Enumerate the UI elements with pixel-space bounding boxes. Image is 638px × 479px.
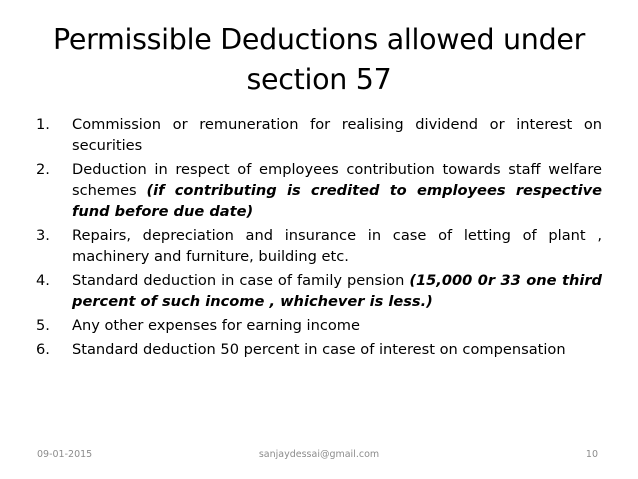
footer-email: sanjaydessai@gmail.com — [258, 449, 380, 460]
list-item-number: 6. — [36, 340, 50, 358]
list-item-emphasis: (15,000 0r 33 one third percent of such income , whichever is less.) — [72, 271, 603, 311]
list-item — [36, 315, 602, 336]
list-item-text: Repairs, depreciation and insurance in case of letting of plant , machinery and furniture, building etc. — [72, 227, 602, 266]
list-item-text: Commission or remuneration for realising dividend or interest on securities — [72, 116, 602, 155]
slide-title-line-1: Permissible Deductions allowed under — [52, 23, 586, 56]
list-item-number: 2. — [36, 160, 50, 178]
list-item — [36, 159, 602, 223]
list-item — [36, 270, 602, 312]
slide-title-line-2: section 57 — [246, 63, 392, 96]
list-item-text: Standard deduction in case of family pension — [72, 271, 410, 289]
list-item — [36, 225, 602, 267]
list-item — [36, 114, 602, 156]
list-item-emphasis: (if contributing is credited to employees respective fund before due date) — [72, 182, 602, 221]
list-item-number: 3. — [36, 227, 50, 245]
slide-title — [20, 20, 618, 100]
list-item-text: Deduction in respect of employees contribution towards staff welfare schemes — [72, 160, 602, 200]
deductions-list — [36, 114, 602, 362]
list-item — [36, 339, 602, 360]
list-item-number: 1. — [36, 116, 50, 133]
list-item-text: Standard deduction 50 percent in case of interest on compensation — [72, 340, 566, 358]
list-item-text: Any other expenses for earning income — [72, 316, 360, 334]
list-item-number: 5. — [36, 316, 50, 334]
footer-date: 09-01-2015 — [37, 449, 93, 460]
footer-page-number: 10 — [585, 449, 598, 460]
list-item-number: 4. — [36, 271, 50, 289]
